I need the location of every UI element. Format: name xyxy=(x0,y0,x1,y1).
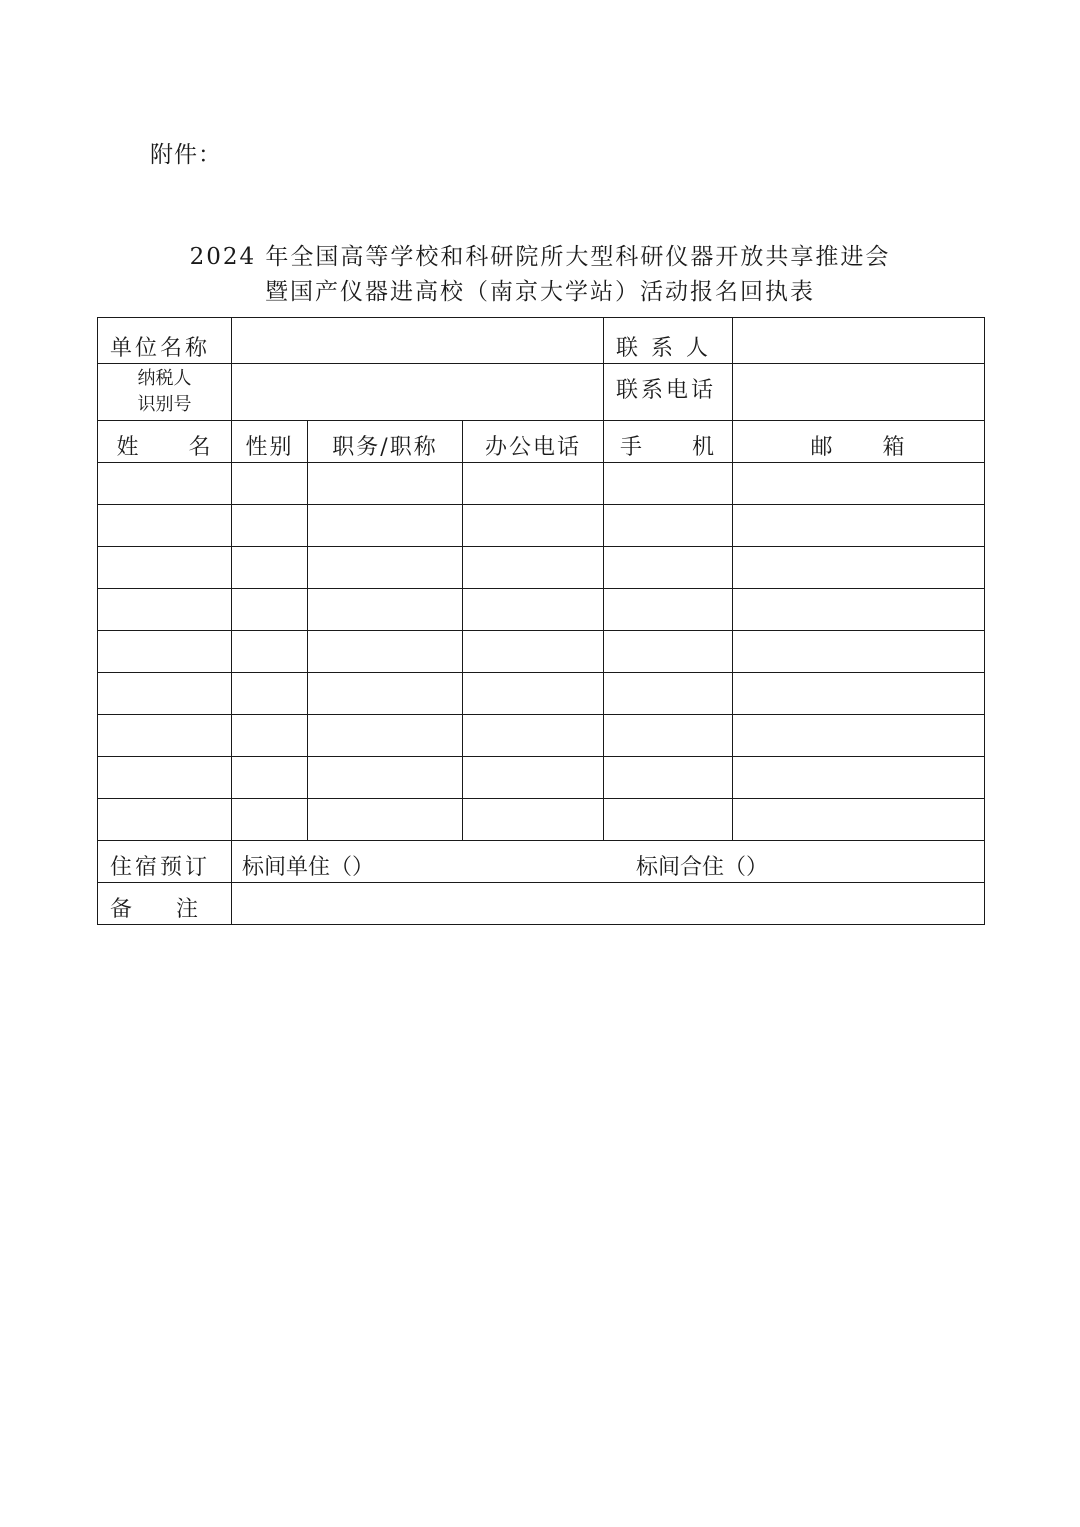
remarks-row xyxy=(98,883,985,925)
unit-name-label: 单位名称 xyxy=(98,318,232,364)
cell-office-phone[interactable] xyxy=(463,757,604,799)
cell-name[interactable] xyxy=(98,799,232,841)
cell-name[interactable] xyxy=(98,673,232,715)
cell-name[interactable] xyxy=(98,463,232,505)
lodging-option-single[interactable]: 标间单住（） xyxy=(242,854,375,880)
taxpayer-label-line1: 纳税人 xyxy=(137,367,192,389)
remarks-field[interactable] xyxy=(232,883,985,925)
table-row xyxy=(98,589,985,631)
cell-title[interactable] xyxy=(308,673,463,715)
cell-email[interactable] xyxy=(733,463,985,505)
cell-mobile[interactable] xyxy=(604,799,733,841)
contact-label: 联 系 人 xyxy=(604,318,733,364)
cell-mobile[interactable] xyxy=(604,505,733,547)
cell-office-phone[interactable] xyxy=(463,547,604,589)
table-row xyxy=(98,505,985,547)
col-header-gender: 性别 xyxy=(232,421,308,463)
cell-name[interactable] xyxy=(98,757,232,799)
cell-office-phone[interactable] xyxy=(463,589,604,631)
contact-field[interactable] xyxy=(733,318,985,364)
col-header-mobile: 手 机 xyxy=(604,421,733,463)
cell-email[interactable] xyxy=(733,589,985,631)
table-row xyxy=(98,715,985,757)
lodging-option-shared[interactable]: 标间合住（） xyxy=(636,854,769,880)
form-title-line1: 2024 年全国高等学校和科研院所大型科研仪器开放共享推进会 xyxy=(189,244,891,270)
lodging-options xyxy=(232,841,985,883)
cell-name[interactable] xyxy=(98,715,232,757)
col-header-name: 姓 名 xyxy=(98,421,232,463)
cell-mobile[interactable] xyxy=(604,715,733,757)
table-row xyxy=(98,673,985,715)
cell-title[interactable] xyxy=(308,631,463,673)
cell-gender[interactable] xyxy=(232,757,308,799)
lodging-row xyxy=(98,841,985,883)
cell-title[interactable] xyxy=(308,799,463,841)
cell-name[interactable] xyxy=(98,631,232,673)
taxpayer-label-line2: 识别号 xyxy=(137,394,192,415)
cell-mobile[interactable] xyxy=(604,757,733,799)
contact-phone-label: 联系电话 xyxy=(604,364,733,421)
cell-name[interactable] xyxy=(98,589,232,631)
cell-title[interactable] xyxy=(308,505,463,547)
cell-mobile[interactable] xyxy=(604,547,733,589)
cell-gender[interactable] xyxy=(232,505,308,547)
cell-gender[interactable] xyxy=(232,673,308,715)
cell-office-phone[interactable] xyxy=(463,715,604,757)
taxpayer-id-field[interactable] xyxy=(232,364,604,421)
unit-name-field[interactable] xyxy=(232,318,604,364)
cell-gender[interactable] xyxy=(232,547,308,589)
cell-title[interactable] xyxy=(308,715,463,757)
column-header-row xyxy=(98,421,985,463)
attachment-label: 附件： xyxy=(150,142,222,168)
registration-form-table xyxy=(97,317,985,925)
cell-title[interactable] xyxy=(308,757,463,799)
col-header-title: 职务/职称 xyxy=(308,421,463,463)
cell-title[interactable] xyxy=(308,589,463,631)
cell-office-phone[interactable] xyxy=(463,673,604,715)
cell-gender[interactable] xyxy=(232,715,308,757)
table-row xyxy=(98,631,985,673)
taxpayer-id-label xyxy=(98,364,232,421)
cell-name[interactable] xyxy=(98,547,232,589)
cell-email[interactable] xyxy=(733,505,985,547)
cell-office-phone[interactable] xyxy=(463,799,604,841)
cell-mobile[interactable] xyxy=(604,589,733,631)
cell-office-phone[interactable] xyxy=(463,463,604,505)
remarks-label: 备 注 xyxy=(98,883,232,925)
cell-title[interactable] xyxy=(308,547,463,589)
col-header-office-phone: 办公电话 xyxy=(463,421,604,463)
unit-row xyxy=(98,318,985,364)
cell-email[interactable] xyxy=(733,547,985,589)
table-row xyxy=(98,463,985,505)
cell-gender[interactable] xyxy=(232,799,308,841)
cell-email[interactable] xyxy=(733,673,985,715)
col-header-email: 邮 箱 xyxy=(733,421,985,463)
cell-email[interactable] xyxy=(733,799,985,841)
cell-title[interactable] xyxy=(308,463,463,505)
table-row xyxy=(98,799,985,841)
cell-email[interactable] xyxy=(733,715,985,757)
cell-office-phone[interactable] xyxy=(463,505,604,547)
attendee-rows xyxy=(98,463,985,841)
table-row xyxy=(98,547,985,589)
taxpayer-row xyxy=(98,364,985,421)
cell-name[interactable] xyxy=(98,505,232,547)
lodging-label: 住宿预订 xyxy=(98,841,232,883)
cell-gender[interactable] xyxy=(232,589,308,631)
cell-gender[interactable] xyxy=(232,631,308,673)
form-title-line2: 暨国产仪器进高校（南京大学站）活动报名回执表 xyxy=(265,279,815,305)
cell-office-phone[interactable] xyxy=(463,631,604,673)
cell-email[interactable] xyxy=(733,631,985,673)
contact-phone-field[interactable] xyxy=(733,364,985,421)
cell-mobile[interactable] xyxy=(604,673,733,715)
cell-mobile[interactable] xyxy=(604,631,733,673)
cell-mobile[interactable] xyxy=(604,463,733,505)
cell-email[interactable] xyxy=(733,757,985,799)
cell-gender[interactable] xyxy=(232,463,308,505)
table-row xyxy=(98,757,985,799)
